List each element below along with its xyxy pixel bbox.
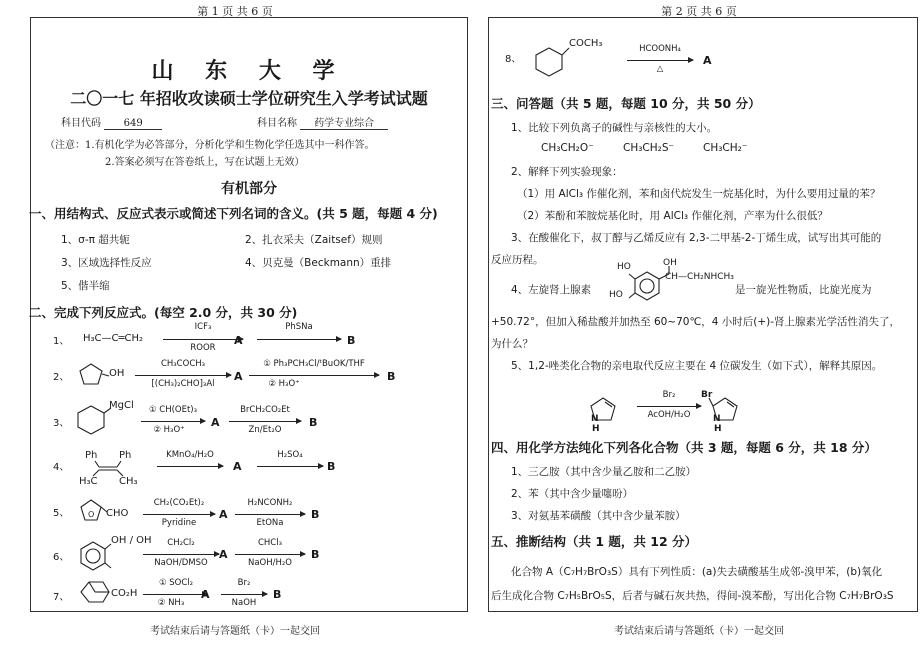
reagent-above: ICF₃ [194,322,212,332]
purify-item: 2、苯（其中含少量噻吩） [511,488,634,500]
structure-question-line: 化合物 A（C₇H₇BrO₃S）具有下列性质：(a)失去磺酸基生成邻-溴甲苯，(b)氧化 [511,566,883,578]
reaction-arrow [637,406,701,407]
reagent-below: ② NH₃ [157,598,185,608]
term-item: 3、区域选择性反应 [61,257,152,269]
product-a: A [234,334,243,347]
question-2-2: （2）苯酚和苯胺烷基化时，用 AlCl₃ 作催化剂，产率为什么很低？ [517,210,828,222]
subject-code-row [61,114,162,130]
substrate-group: MgCl [109,400,134,411]
question-4: 4、左旋肾上腺素 [511,284,592,296]
substrate-group: COCH₃ [569,38,603,49]
reagent-above: HCOONH₄ [639,44,681,54]
product-a: A [219,548,228,561]
reaction-number: 4、 [53,462,70,473]
question-4-cont: +50.72°，但加入稀盐酸并加热至 60~70℃，4 小时后(+)-肾上腺素光学活性消失了， [491,316,901,328]
reagent-above: BrCH₂CO₂Et [240,405,290,415]
subject-code-label: 科目代码 [61,118,101,129]
reaction-number: 1、 [53,336,70,347]
question-4-cont: 是一旋光性物质，比旋光度为 [735,284,872,296]
reagent-above: Br₂ [662,390,676,400]
product-a: A [219,508,228,521]
reagent-below: Zn/Et₂O [248,425,282,435]
reagent-above: H₂SO₄ [277,450,303,460]
reagent-below: [(CH₃)₂CHO]₃Al [151,379,215,389]
term-item: 1、σ-π 超共轭 [61,234,130,246]
question-2-1: （1）用 AlCl₃ 作催化剂，苯和卤代烷发生一烷基化时，为什么要用过量的苯？ [517,188,881,200]
side-chain-label: CH—CH₂NHCH₃ [665,272,734,282]
reaction-arrow [235,514,305,515]
ion-ethanethiolate: CH₃CH₂S⁻ [623,142,675,154]
question-4-cont: 为什么？ [491,338,533,350]
reaction-arrow [627,60,693,61]
term-item: 4、贝克曼（Beckmann）重排 [245,257,392,269]
reagent-above: PhSNa [285,322,313,332]
section1-title: 一、用结构式、反应式表示或简述下列名词的含义。(共 5 题，每题 4 分) [29,206,438,221]
reagent-above: Br₂ [237,578,251,588]
substrate-group: OH [109,368,125,379]
page-frame [30,17,468,612]
svg-text:O: O [88,510,95,519]
reaction-arrow [257,466,323,467]
reaction-number: 8、 [505,54,522,65]
exam-note-2: 2.答案必须写在答卷纸上，写在试题上无效） [105,157,305,168]
university-name: 山 东 大 学 [151,58,347,84]
reagent-above: H₂NCONH₂ [247,498,293,508]
product-b: B [311,548,320,561]
page-number: 第 1 页 共 6 页 [197,5,273,18]
substrate-formula: H₃C—C═CH₂ [83,333,144,344]
reaction-1 [31,322,467,356]
reaction-arrow [229,421,301,422]
question-2: 2、解释下列实验现象： [511,166,623,178]
reaction-number: 5、 [53,508,70,519]
reagent-below: NaOH/DMSO [154,558,208,568]
reaction-arrow [143,594,207,595]
reagent-below: NaOH [231,598,257,608]
substrate-group: CHO [106,508,129,519]
product-b: B [311,508,320,521]
ion-ethyl-anion: CH₃CH₂⁻ [703,142,748,154]
exam-note-1: （注意：1.有机化学为必答部分，分析化学和生物化学任选其中一科作答。 [45,140,375,151]
purify-item: 3、对氨基苯磺酸（其中含少量苯胺） [511,510,686,522]
reaction-arrow [143,554,219,555]
product-a: A [201,588,210,601]
reagent-above: ① SOCl₂ [158,578,194,588]
question-3: 3、在酸催化下，叔丁醇与乙烯反应有 2,3-二甲基-2-丁烯生成，试写出其可能的 [511,232,882,244]
product-b: B [273,588,282,601]
reaction-arrow [221,594,267,595]
bicyclic-acid-structure [75,578,115,608]
ion-ethoxide: CH₃CH₂O⁻ [541,142,594,154]
ring-nitrogen: N [713,414,721,424]
svg-text:Ph: Ph [85,450,98,461]
hydroxyl-label: HO [617,262,631,272]
subject-name-row [257,114,388,130]
ring-nitrogen: N [591,414,599,424]
reaction-number: 3、 [53,418,70,429]
question-1: 1、比较下列负离子的碱性与亲核性的大小。 [511,122,718,134]
page-number: 第 2 页 共 6 页 [661,5,737,18]
reaction-number: 2、 [53,372,70,383]
reaction-number: 7、 [53,592,70,603]
hydroxyl-label: OH [663,258,677,268]
page-footer: 考试结束后请与答题纸（卡）一起交回 [614,626,784,637]
reaction-4 [31,446,467,490]
reagent-above: CHCl₃ [257,538,283,548]
substrate-group: OH / OH [111,535,152,546]
ring-hydrogen: H [714,424,722,434]
product-b: B [347,334,356,347]
subject-name-label: 科目名称 [257,118,297,129]
reagent-above: ① CH(OEt)₃ [148,405,198,415]
reaction-arrow [163,339,243,340]
reagent-below: Pyridine [161,518,197,528]
structure-question-line: 后生成化合物 C₇H₅BrO₅S，后者与碱石灰共热，得间-溴苯酚，写出化合物 C₇H₇BrO₃S [491,590,894,602]
reaction-arrow [143,514,215,515]
product-b: B [327,460,336,473]
ring-hydrogen: H [592,424,600,434]
bromine-label: Br [701,390,713,400]
reaction-2 [31,356,467,396]
product-b: B [387,370,396,383]
reagent-above: CH₂(CO₂Et)₂ [153,498,205,508]
subject-code: 649 [104,118,162,130]
reagent-below: △ [656,64,664,74]
reaction-3 [31,400,467,444]
product-a: A [703,54,712,67]
reagent-above: CH₂Cl₂ [167,538,195,548]
section3-title: 三、问答题（共 5 题，每题 10 分，共 50 分） [491,96,761,111]
term-item: 2、扎衣采夫（Zaitsef）规则 [245,234,383,246]
reagent-below: ② H₃O⁺ [268,379,300,389]
reagent-below: AcOH/H₂O [647,410,691,420]
reaction-arrow [249,375,379,376]
reaction-arrow [257,339,341,340]
product-b: B [309,416,318,429]
reaction-number: 6、 [53,552,70,563]
reagent-below: ROOR [190,343,216,353]
reaction-7 [31,578,467,610]
reaction-arrow [141,421,205,422]
reaction-arrow [135,375,231,376]
question-5: 5、1,2-唑类化合物的亲电取代反应主要在 4 位碳发生（如下式），解释其原因。 [511,360,883,372]
exam-title: 二〇一七 年招收攻读硕士学位研究生入学考试试题 [70,89,428,108]
reaction-arrow [235,554,305,555]
subject-name: 药学专业综合 [300,114,388,130]
product-a: A [211,416,220,429]
section5-title: 五、推断结构（共 1 题，共 12 分） [491,534,698,549]
purify-item: 1、三乙胺（其中含少量乙胺和二乙胺） [511,466,697,478]
page-frame [488,17,918,612]
page-footer: 考试结束后请与答题纸（卡）一起交回 [150,626,320,637]
reaction-arrow [157,466,223,467]
reagent-below: NaOH/H₂O [247,558,292,568]
part-title: 有机部分 [221,181,277,197]
reagent-above: KMnO₄/H₂O [166,450,214,460]
section2-title: 二、完成下列反应式。(每空 2.0 分，共 30 分) [29,305,298,320]
svg-text:Ph: Ph [119,450,132,461]
reagent-below: ② H₃O⁺ [153,425,185,435]
reagent-above: CH₃COCH₃ [160,359,206,369]
reaction-5 [31,494,467,534]
svg-text:CH₃: CH₃ [119,476,138,487]
hydroxyl-label: HO [609,290,623,300]
exam-page-2 [478,0,920,652]
product-a: A [233,460,242,473]
reagent-above: ① Ph₃PCH₃Cl/ᵗBuOK/THF [263,359,365,369]
term-item: 5、偕半缩 [61,280,110,292]
product-a: A [234,370,243,383]
question-3-cont: 反应历程。 [491,254,544,266]
section4-title: 四、用化学方法纯化下列各化合物（共 3 题，每题 6 分，共 18 分） [491,440,877,455]
stilbene-structure [79,448,143,488]
cyclohexyl-ketone-structure [535,44,575,80]
reagent-below: EtONa [256,518,284,528]
reaction-8 [489,38,917,82]
substrate-group: CO₂H [111,588,138,599]
reaction-6 [31,534,467,578]
svg-text:H₃C: H₃C [79,476,98,487]
